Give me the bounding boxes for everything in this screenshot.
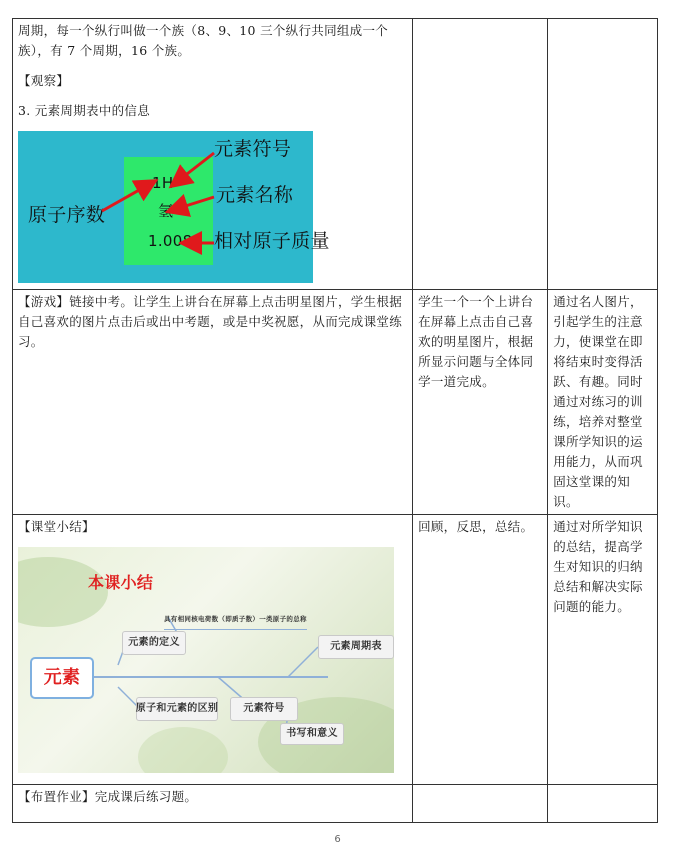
mindmap-node-definition: 元素的定义 [122, 631, 186, 655]
student-activity-cell [413, 290, 548, 515]
mindmap-node-difference: 原子和元素的区别 [136, 697, 218, 721]
teacher-activity-cell [13, 19, 413, 290]
mindmap-center-text: 元素 [43, 667, 81, 688]
mindmap-node-definition-detail: 具有相同核电荷数（即质子数）一类原子的总称 [164, 609, 307, 630]
arrow-atomic-number [102, 185, 148, 211]
student-activity-cell [413, 19, 548, 290]
design-intent-cell [548, 515, 658, 785]
table-row [13, 785, 658, 823]
mindmap-center-node [30, 657, 94, 699]
summary-mindmap-figure [18, 547, 394, 773]
design-intent-cell [548, 290, 658, 515]
element-symbol: 1H [152, 174, 174, 192]
summary-intent-text: 通过对所学知识的总结，提高学生对知识的归纳总结和解决实际问题的能力。 [553, 519, 643, 614]
summary-title: 本课小结 [88, 573, 154, 592]
table-row [13, 290, 658, 515]
page-number: 6 [334, 834, 341, 845]
student-game-text: 学生一个一个上讲台在屏幕上点击自己喜欢的明星图片，根据所显示问题与全体同学一道完成。 [418, 294, 534, 389]
section-heading: 3. 元素周期表中的信息 [18, 103, 150, 118]
student-summary-text: 回顾，反思，总结。 [418, 519, 534, 534]
arrow-element-name [176, 197, 214, 209]
table-row [13, 19, 658, 290]
homework-text: 【布置作业】完成课后练习题。 [18, 789, 198, 804]
teacher-activity-cell [13, 785, 413, 823]
game-intent-text: 通过名人图片，引起学生的注意力，使课堂在即将结束时变得活跃、有趣。同时通过对练习的训练，培养对整堂课所学知识的运用能力，从而巩固这堂课的知识。 [553, 294, 643, 509]
element-mass: 1.008 [148, 232, 193, 250]
mindmap-node-periodic-table: 元素周期表 [318, 635, 394, 659]
teacher-activity-cell [13, 290, 413, 515]
observe-label: 【观察】 [18, 73, 70, 88]
summary-label: 【课堂小结】 [18, 519, 95, 534]
mindmap-node-symbol: 元素符号 [230, 697, 298, 721]
lesson-plan-table [12, 18, 658, 823]
label-atomic-mass: 相对原子质量 [214, 230, 330, 252]
label-element-symbol: 元素符号 [214, 138, 292, 160]
periodic-table-text: 周期，每一个纵行叫做一个族（8、9、10 三个纵行共同组成一个族），有 7 个周期，16 个族。 [18, 23, 389, 58]
label-element-name: 元素名称 [216, 184, 294, 206]
arrow-element-symbol [178, 153, 214, 181]
student-activity-cell [413, 515, 548, 785]
mindmap-node-writing: 书写和意义 [280, 723, 344, 745]
periodic-table-info-figure [18, 131, 330, 283]
teacher-activity-cell [13, 515, 413, 785]
student-activity-cell [413, 785, 548, 823]
label-atomic-number: 原子序数 [28, 204, 106, 226]
game-activity-text: 【游戏】链接中考。让学生上讲台在屏幕上点击明星图片，学生根据自己喜欢的图片点击后或出中考题，或是中奖祝愿，从而完成课堂练习。 [18, 294, 403, 349]
design-intent-cell [548, 785, 658, 823]
table-row [13, 515, 658, 785]
arrows-layer [18, 131, 313, 283]
design-intent-cell [548, 19, 658, 290]
element-name: 氢 [158, 202, 174, 220]
